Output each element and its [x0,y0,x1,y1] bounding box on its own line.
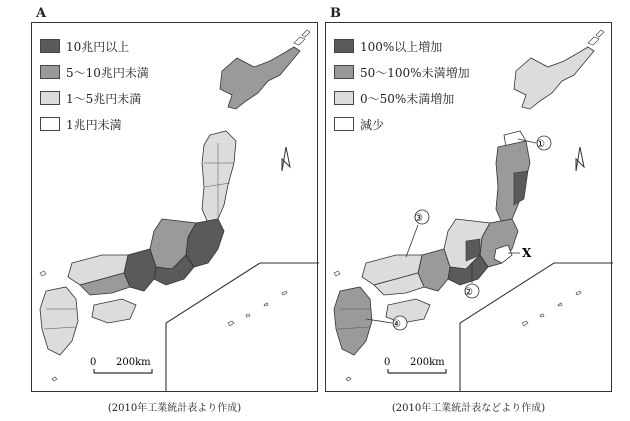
hokkaido-a [220,47,300,109]
marker-x: X [522,246,532,260]
tohoku-a [202,131,236,223]
leader-line-3 [406,225,418,257]
scale-dist-a: 200km [116,357,151,368]
japan-map-a [32,23,319,393]
okinawa-islands-a [228,291,287,326]
hokkaido-b [514,47,594,109]
north-arrow-icon-b [576,147,584,171]
kyushu-a [40,287,78,355]
marker-4: ④ [392,319,401,330]
inset-frame-a [166,263,319,391]
kyushu-b [334,287,372,355]
tohoku-dark-b [514,171,528,205]
scale-zero-a: 0 [90,357,97,368]
legend-a-text-4: 1兆円未満 [66,117,122,132]
legend-b-text-1: 100%以上増加 [360,39,443,54]
shikoku-a [92,299,136,323]
map-panel-a [31,22,318,392]
scale-zero-b: 0 [384,357,391,368]
caption-b: (2010年工業統計表などより作成) [391,403,546,414]
marker-3: ③ [414,213,423,224]
map-panel-b [325,22,612,392]
north-arrow-icon-a [282,147,290,171]
panel-a-label: A [36,6,47,21]
marker-2: ② [464,287,473,298]
scale-bar-a [94,369,152,373]
legend-a-text-1: 10兆円以上 [66,39,130,54]
legend-b-text-3: 0〜50%未満増加 [360,91,455,106]
okinawa-islands-b [522,291,581,326]
legend-b-text-2: 50〜100%未満増加 [360,65,470,80]
japan-map-b [326,23,613,393]
islands-north-b [588,30,604,45]
scale-bar-b [388,369,446,373]
legend-b-text-4: 減少 [360,117,385,132]
inset-frame-b [460,263,613,391]
legend-a-text-2: 5〜10兆円未満 [66,65,149,80]
scale-dist-b: 200km [410,357,445,368]
caption-a: (2010年工業統計表より作成) [107,403,242,414]
panel-b-label: B [330,6,341,21]
marker-1: ① [536,139,545,150]
islands-north-a [294,30,310,45]
legend-a-text-3: 1〜5兆円未満 [66,91,142,106]
